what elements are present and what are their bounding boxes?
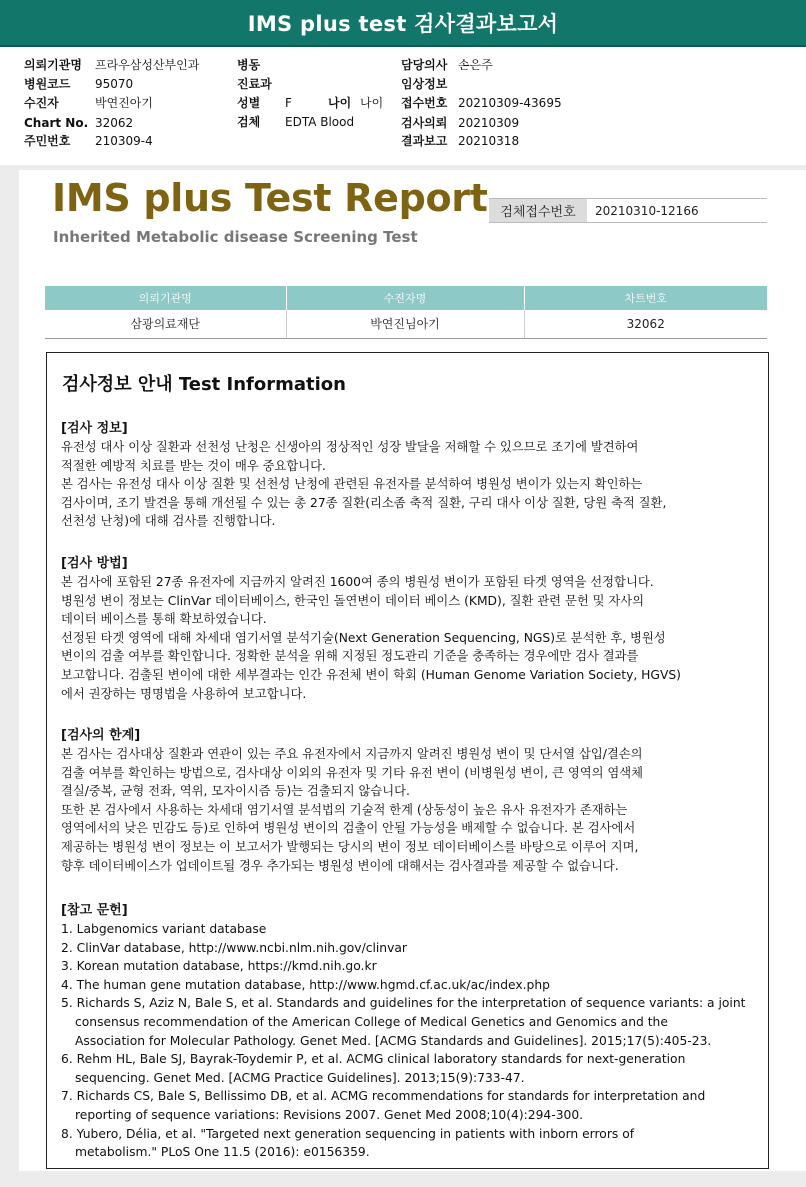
reference-text: Association for Molecular Pathology. Genet Med. [ACMG Standards and Guidelines]. 2015;17(5):405-23.: [75, 1033, 712, 1048]
table-row: [45, 310, 767, 338]
meta-label: 병원코드: [24, 77, 71, 91]
text-line: 본 검사는 검사대상 질환과 연관이 있는 주요 유전자에서 지금까지 알려진 병원성 변이 및 단서열 삽입/결손의: [61, 747, 643, 761]
meta-value: 박연진아기: [95, 96, 153, 110]
meta-value: 95070: [95, 77, 134, 91]
meta-label: 검체: [237, 115, 261, 129]
meta-row-department: [237, 76, 285, 92]
text-line: 또한 본 검사에서 사용하는 차세대 염기서열 분석법의 기술적 한계 (상동성이 높은 유사 유전자가 존재하는: [61, 802, 628, 817]
meta-row-clinical-info: [401, 76, 458, 92]
reference-item: [61, 1087, 761, 1124]
meta-row-age: [328, 95, 383, 111]
specimen-value: 20210310-12166: [595, 203, 699, 218]
meta-row-chart-no: [24, 115, 133, 131]
meta-row-resident-no: [24, 133, 153, 149]
meta-value: 210309-4: [95, 134, 153, 148]
column-header: 차트번호: [524, 286, 767, 310]
patient-table: [45, 286, 767, 339]
meta-row-patient: [24, 95, 153, 111]
meta-row-institution: [24, 57, 199, 73]
text-line: 에서 권장하는 명명법을 사용하여 보고합니다.: [61, 686, 307, 701]
reference-text: metabolism." PLoS One 11.5 (2016): e0156359.: [75, 1145, 370, 1160]
meta-label: 결과보고: [401, 134, 448, 148]
section-heading: [참고 문헌]: [61, 903, 128, 918]
meta-row-report-date: [401, 133, 519, 149]
meta-value: 20210318: [458, 134, 520, 148]
header-bar: [0, 0, 806, 47]
table-header-row: [45, 286, 767, 310]
text-line: 제공하는 병원성 변이 정보는 이 보고서가 발행되는 당시의 변이 정보 데이터베이스를 바탕으로 이루어 지며,: [61, 839, 639, 854]
patient-meta: [0, 47, 806, 165]
text-line: 병원성 변이 정보는 ClinVar 데이터베이스, 한국인 돌연변이 데이터 베이스 (KMD), 질환 관련 문헌 및 자사의: [61, 593, 645, 608]
reference-text: 2. ClinVar database, http://www.ncbi.nlm.nih.gov/clinvar: [61, 940, 407, 955]
specimen-label: 검체접수번호: [489, 199, 587, 222]
column-header: 의뢰기관명: [45, 286, 286, 310]
page-title: IMS plus test 검사결과보고서: [247, 11, 559, 36]
reference-item: [61, 1125, 761, 1162]
meta-label: 수진자: [24, 96, 59, 110]
meta-value: 32062: [95, 116, 134, 130]
meta-label: 진료과: [237, 77, 272, 91]
meta-label: 임상정보: [401, 77, 448, 91]
text-line: 본 검사에 포함된 27종 유전자에 지금까지 알려진 1600여 종의 병원성 변이가 포함된 타겟 영역을 선정합니다.: [61, 575, 654, 589]
text-line: 보고합니다. 검출된 변이에 대한 세부결과는 인간 유전체 변이 학회 (Human Genome Variation Society, HGVS): [61, 667, 681, 682]
meta-value: EDTA Blood: [285, 115, 355, 129]
section-test-limitations: [61, 726, 761, 875]
meta-row-receipt-no: [401, 95, 562, 111]
meta-label: Chart No.: [24, 116, 89, 130]
reference-text: 3. Korean mutation database, https://kmd.nih.go.kr: [61, 959, 377, 974]
reference-text: consensus recommendation of the American College of Medical Genetics and Genomics and the: [75, 1014, 668, 1029]
reference-text: 5. Richards S, Aziz N, Bale S, et al. Standards and guidelines for the interpretation of sequence variants: a joint: [61, 996, 746, 1011]
meta-value: 20210309: [458, 116, 520, 130]
meta-label: 나이: [328, 96, 352, 110]
reference-list: [61, 920, 761, 1162]
reference-item: [61, 1050, 761, 1087]
meta-row-hospital-code: [24, 76, 133, 92]
table-cell: 박연진님아기: [286, 310, 524, 338]
meta-label: 성별: [237, 96, 261, 110]
text-line: 선정된 타겟 영역에 대해 차세대 염기서열 분석기술(Next Generation Sequencing, NGS)로 분석한 후, 병원성: [61, 630, 666, 645]
text-line: 결실/중복, 균형 전좌, 역위, 모자이시즘 등)는 검출되지 않습니다.: [61, 784, 410, 799]
meta-row-ward: [237, 57, 285, 73]
reference-text: 4. The human gene mutation database, http://www.hgmd.cf.ac.uk/ac/index.php: [61, 977, 550, 992]
reference-text: 1. Labgenomics variant database: [61, 922, 267, 936]
report-subtitle: Inherited Metabolic disease Screening Test: [53, 228, 418, 246]
table-cell: 삼광의료재단: [45, 310, 286, 338]
section-test-info: [61, 419, 761, 531]
text-line: 적절한 예방적 치료를 받는 것이 매우 중요합니다.: [61, 458, 326, 473]
section-heading: [검사의 한계]: [61, 728, 141, 743]
meta-label: 검사의뢰: [401, 116, 448, 130]
table-cell: 32062: [524, 310, 767, 338]
meta-label: 접수번호: [401, 96, 448, 110]
reference-text: sequencing. Genet Med. [ACMG Practice Guidelines]. 2013;15(9):733-47.: [75, 1070, 525, 1085]
reference-item: [61, 920, 761, 939]
text-line: 검출 여부를 확인하는 방법으로, 검사대상 이외의 유전자 및 기타 유전 변이 (비병원성 변이, 큰 영역의 염색체: [61, 765, 644, 780]
text-line: 검사이며, 조기 발견을 통해 개선될 수 있는 총 27종 질환(리소좀 축적 질환, 구리 대사 이상 질환, 당원 축적 질환,: [61, 495, 667, 510]
text-line: 변이의 검출 여부를 확인합니다. 정확한 분석을 위해 지정된 정도관리 기준을 충족하는 경우에만 검사 결과를: [61, 649, 639, 664]
meta-label: 병동: [237, 58, 261, 72]
meta-value: 손은주: [458, 58, 493, 72]
reference-item: [61, 957, 761, 976]
meta-row-doctor: [401, 57, 493, 73]
meta-label: 담당의사: [401, 58, 448, 72]
specimen-number-box: [489, 198, 767, 223]
reference-item: [61, 976, 761, 995]
reference-text: reporting of sequence variations: Revisions 2007. Genet Med 2008;10(4):294-300.: [75, 1107, 584, 1122]
meta-value: 20210309-43695: [458, 96, 562, 110]
section-heading: [검사 정보]: [61, 421, 128, 436]
meta-value: 프라우삼성산부인과: [95, 58, 200, 72]
text-line: 유전성 대사 이상 질환과 선천성 난청은 신생아의 정상적인 성장 발달을 저해할 수 있으므로 조기에 발견하여: [61, 440, 639, 454]
info-title: 검사정보 안내 Test Information: [62, 374, 346, 395]
text-line: 본 검사는 유전성 대사 이상 질환 및 선천성 난청에 관련된 유전자를 분석하여 병원성 변이가 있는지 확인하는: [61, 477, 643, 492]
meta-label: 주민번호: [24, 134, 71, 148]
reference-item: [61, 939, 761, 958]
text-line: 선천성 난청)에 대해 검사를 진행합니다.: [61, 514, 276, 529]
section-test-method: [61, 554, 761, 703]
report-title: IMS plus Test Report: [52, 176, 488, 220]
meta-label: 의뢰기관명: [24, 58, 82, 72]
text-line: 향후 데이터베이스가 업데이트될 경우 추가되는 병원성 변이에 대해서는 검사결과를 제공할 수 없습니다.: [61, 858, 619, 873]
reference-text: 7. Richards CS, Bale S, Bellissimo DB, et al. ACMG recommendations for standards for interpretation and: [61, 1089, 706, 1104]
meta-row-sex: [237, 95, 292, 111]
meta-row-specimen: [237, 114, 354, 130]
meta-value: 나이: [360, 96, 384, 110]
reference-text: 8. Yubero, Délia, et al. "Targeted next generation sequencing in patients with inborn errors of: [61, 1126, 635, 1141]
column-header: 수진자명: [286, 286, 524, 310]
text-line: 데이터 베이스를 통해 확보하였습니다.: [61, 612, 267, 627]
text-line: 영역에서의 낮은 민감도 등)로 인하여 병원성 변이의 검출이 안될 가능성을 배제할 수 없습니다. 본 검사에서: [61, 821, 636, 836]
reference-item: [61, 994, 761, 1050]
section-references: [61, 901, 761, 1162]
meta-value: F: [285, 96, 292, 110]
reference-text: 6. Rehm HL, Bale SJ, Bayrak-Toydemir P, et al. ACMG clinical laboratory standards for next-generation: [61, 1052, 686, 1067]
meta-row-request-date: [401, 115, 519, 131]
test-information-box: [46, 352, 769, 1169]
section-heading: [검사 방법]: [61, 556, 128, 571]
